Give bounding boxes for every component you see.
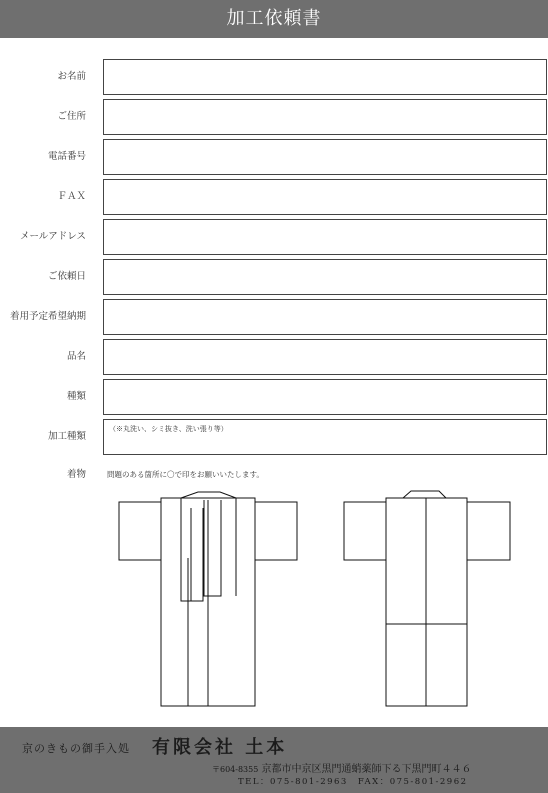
form-row-type: [0, 379, 548, 415]
delivery-label: 着用予定希望納期: [9, 311, 86, 322]
form-row-fax: [0, 179, 548, 215]
form-row-delivery: [0, 299, 548, 335]
front-collar-top: [181, 492, 236, 498]
kimono-front-diagram[interactable]: [115, 488, 300, 713]
form-row-request-date: [0, 259, 548, 295]
form-row-phone: [0, 139, 548, 175]
footer: [0, 727, 548, 793]
item-label: 品名: [66, 351, 86, 362]
kimono-note: 問題のある箇所に〇で印をお願いいたします。: [107, 470, 264, 479]
process-field[interactable]: [103, 419, 547, 455]
fax-label: ＦＡＸ: [57, 191, 86, 202]
footer-company: 有限会社 土本: [152, 737, 288, 758]
process-label: 加工種類: [47, 431, 86, 442]
process-note: （※丸洗い、シミ抜き、洗い張り等）: [109, 425, 228, 433]
name-field[interactable]: [103, 59, 547, 95]
form-row-item: [0, 339, 548, 375]
fax-field[interactable]: [103, 179, 547, 215]
request-date-field[interactable]: [103, 259, 547, 295]
email-label: メールアドレス: [19, 231, 86, 242]
kimono-label: 着物: [66, 469, 86, 480]
name-label: お名前: [57, 71, 86, 82]
phone-label: 電話番号: [47, 151, 86, 162]
front-right-sleeve: [255, 502, 297, 560]
delivery-field[interactable]: [103, 299, 547, 335]
form-row-process: [0, 419, 548, 455]
front-lapel-left: [191, 508, 203, 601]
back-left-sleeve: [344, 502, 386, 560]
front-lapel-right: [204, 500, 221, 596]
footer-postal: 〒604-8355: [212, 765, 259, 774]
request-date-label: ご依頼日: [47, 271, 86, 282]
front-left-sleeve: [119, 502, 161, 560]
back-right-sleeve: [467, 502, 510, 560]
footer-contact: TEL：075-801-2963 FAX：075-801-2962: [238, 777, 468, 787]
type-field[interactable]: [103, 379, 547, 415]
footer-tagline: 京のきもの御手入処: [22, 742, 130, 755]
form-title: 加工依頼書: [226, 8, 322, 29]
phone-field[interactable]: [103, 139, 547, 175]
email-field[interactable]: [103, 219, 547, 255]
address-label: ご住所: [57, 111, 86, 122]
type-label: 種類: [66, 391, 86, 402]
form-row-address: [0, 99, 548, 135]
form-row-name: [0, 59, 548, 95]
footer-address: [212, 760, 472, 775]
form-row-email: [0, 219, 548, 255]
item-field[interactable]: [103, 339, 547, 375]
footer-address-text: 京都市中京区黒門通蛸薬師下る下黒門町４４６: [261, 764, 472, 775]
back-collar: [403, 491, 446, 498]
address-field[interactable]: [103, 99, 547, 135]
form-header: [0, 0, 548, 38]
kimono-back-diagram[interactable]: [343, 488, 528, 713]
front-collar-left: [181, 498, 191, 601]
